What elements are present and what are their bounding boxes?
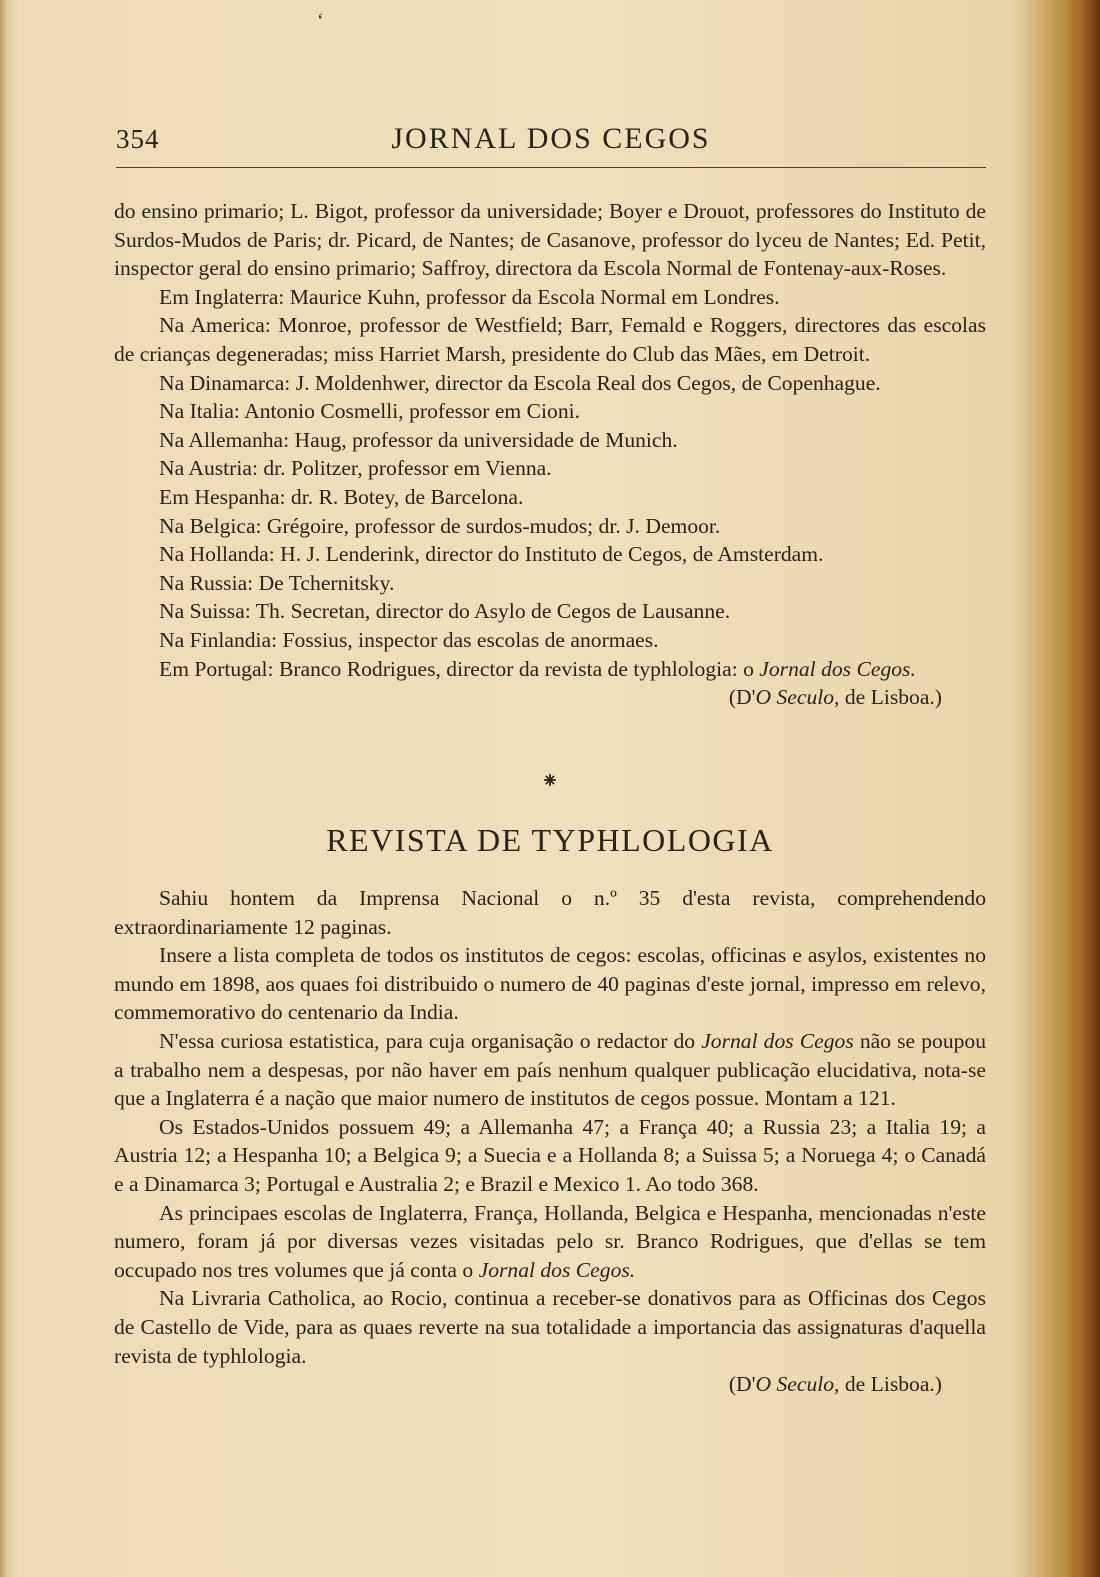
list-entry: Na Finlandia: Fossius, inspector das escolas de anormaes. [159, 627, 659, 652]
attribution-newspaper: O Seculo, [755, 685, 840, 710]
attribution-suffix: de Lisboa.) [839, 685, 942, 710]
list-entry: Em Inglaterra: Maurice Kuhn, professor da Escola Normal em Londres. [159, 284, 780, 309]
article-paragraph [114, 1199, 986, 1285]
paragraph-text: não se poupou a trabalho nem a despesas, por não haver em país nenhum qualquer publicação elucidativa, nota-se que a Inglaterra é a nação que maior numero de institutos de cegos possue. Montam a 121. [114, 1028, 987, 1111]
list-entry-portugal [114, 655, 986, 684]
article-paragraph [114, 1027, 986, 1113]
header-rule [116, 167, 986, 168]
list-entry: Na Italia: Antonio Cosmelli, professor em Cioni. [159, 399, 581, 424]
journal-title: Jornal dos Cegos [701, 1028, 854, 1053]
attribution-newspaper: O Seculo, [755, 1372, 840, 1397]
portugal-entry-text: Em Portugal: Branco Rodrigues, director da revista de typhlologia: o [159, 656, 760, 681]
intro-paragraph: do ensino primario; L. Bigot, professor da universidade; Boyer e Drouot, professores do Instituto de Surdos-Mudos de Paris; dr. Picard, de Nantes; de Casanove, professor do lyceu de Nantes; Ed. Petit, inspector geral do ensino primario; Saffroy, directora da Escola Normal de Fontenay-aux-Roses. [114, 199, 986, 281]
list-entry: Na Belgica: Grégoire, professor de surdos-mudos; dr. J. Demoor. [159, 513, 721, 538]
article-paragraph: Na Livraria Catholica, ao Rocio, continua a receber-se donativos para as Officinas dos Cegos de Castello de Vide, para as quaes reverte na sua totalidade a importancia das assignaturas d'aquella revista de typhlologia. [114, 1286, 986, 1368]
attribution-prefix: (D' [728, 685, 756, 710]
article-title: REVISTA DE TYPHLOLOGIA [326, 822, 774, 858]
list-entry: Na Austria: dr. Politzer, professor em Vienna. [159, 456, 552, 481]
list-entry: Em Hespanha: dr. R. Botey, de Barcelona. [159, 484, 524, 509]
attribution-suffix: de Lisboa.) [839, 1372, 942, 1397]
running-title: JORNAL DOS CEGOS [391, 122, 711, 155]
ink-speck: ʻ [317, 10, 324, 32]
list-entry: Na Dinamarca: J. Moldenhwer, director da Escola Real dos Cegos, de Copenhague. [159, 370, 881, 395]
list-section [114, 197, 986, 712]
journal-title: Jornal dos Cegos. [759, 656, 916, 681]
paragraph-text: As principaes escolas de Inglaterra, França, Hollanda, Belgica e Hespanha, mencionadas n'este numero, foram já por diversas vezes visitadas pelo sr. Branco Rodrigues, que d'ellas se tem occupado nos tres volumes que já conta o [114, 1200, 986, 1282]
separator-asterisk: ⁕ [540, 768, 560, 793]
article-paragraph: Insere a lista completa de todos os institutos de cegos: escolas, officinas e asylos, existentes no mundo em 1898, aos quaes foi distribuido o numero de 40 paginas d'este jornal, impresso em relevo, commemorativo do centenario da India. [114, 943, 986, 1025]
page-number: 354 [116, 124, 160, 154]
list-entry: Na Hollanda: H. J. Lenderink, director do Instituto de Cegos, de Amsterdam. [159, 542, 824, 567]
paragraph-text: N'essa curiosa estatistica, para cuja organisação o redactor do [159, 1028, 702, 1053]
attribution-prefix: (D' [728, 1372, 756, 1397]
source-attribution [114, 1370, 986, 1399]
page-header [116, 118, 986, 162]
article-paragraph: Sahiu hontem da Imprensa Nacional o n.º 35 d'esta revista, comprehendendo extraordinariamente 12 paginas. [114, 886, 986, 939]
journal-title: Jornal dos Cegos. [478, 1257, 636, 1282]
article-paragraph: Os Estados-Unidos possuem 49; a Allemanha 47; a França 40; a Russia 23; a Italia 19; a Austria 12; a Hespanha 10; a Belgica 9; a Suecia e a Hollanda 8; a Suissa 5; a Noruega 4; o Canadá e a Dinamarca 3; Portugal e Australia 2; e Brazil e Mexico 1. Ao todo 368. [114, 1114, 986, 1196]
list-entry: Na Suissa: Th. Secretan, director do Asylo de Cegos de Lausanne. [159, 599, 731, 624]
article-body [114, 884, 986, 1399]
list-entry: Na Russia: De Tchernitsky. [159, 570, 395, 595]
list-entry: Na Allemanha: Haug, professor da universidade de Munich. [159, 427, 678, 452]
source-attribution [114, 683, 986, 712]
list-entry: Na America: Monroe, professor de Westfield; Barr, Femald e Roggers, directores das escolas de crianças degeneradas; miss Harriet Marsh, presidente do Club das Mães, em Detroit. [114, 313, 986, 366]
